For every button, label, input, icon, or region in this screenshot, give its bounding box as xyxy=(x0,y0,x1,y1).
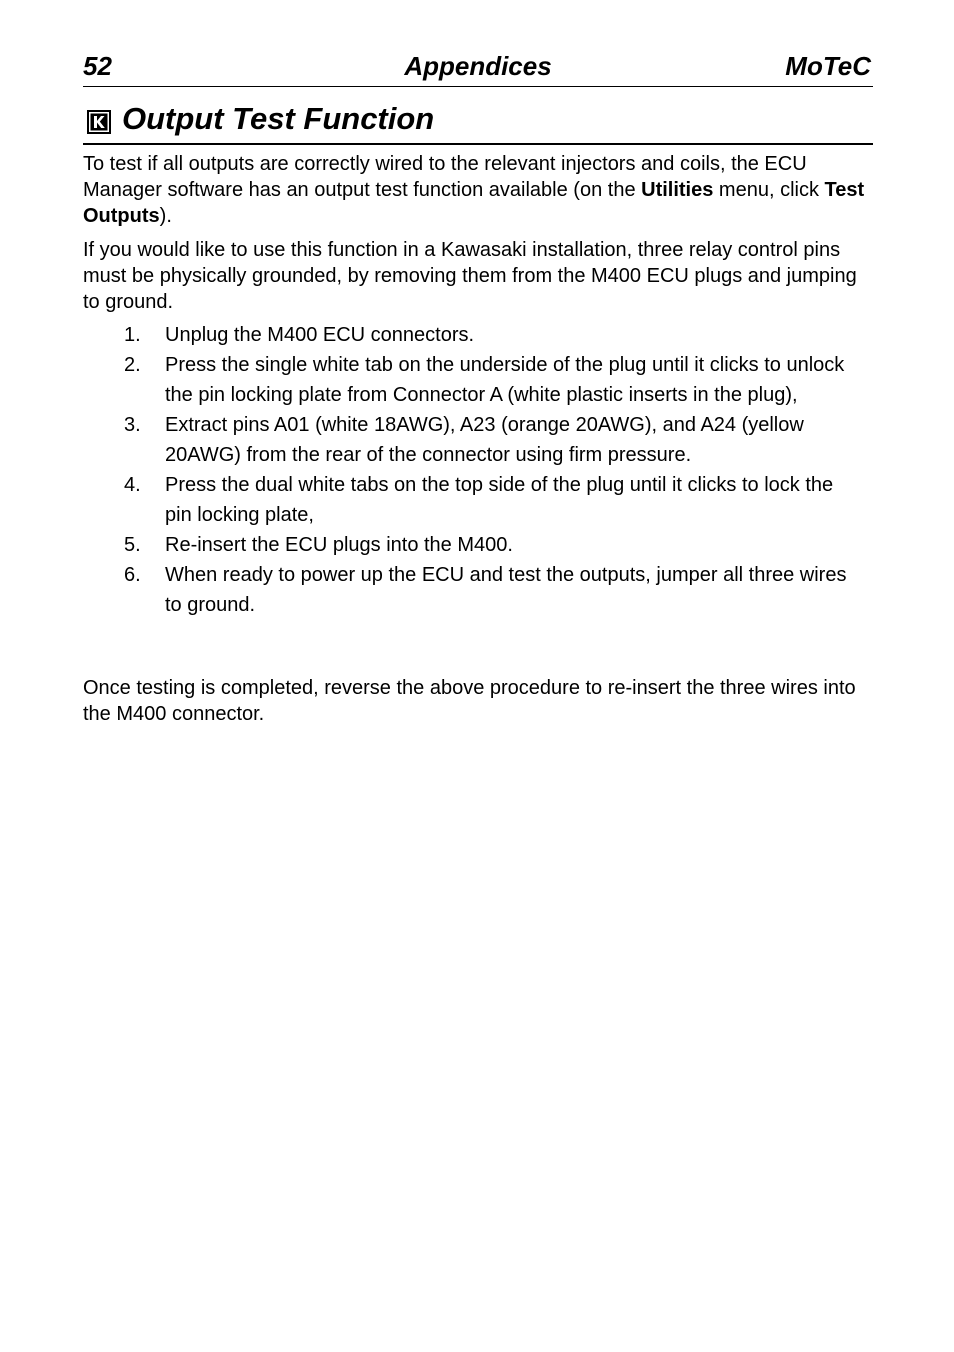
step-number: 6. xyxy=(124,564,141,586)
list-item xyxy=(83,350,873,410)
utilities-menu-ref: Utilities xyxy=(641,179,714,201)
page-header xyxy=(83,50,873,87)
page-title: Output Test Function xyxy=(122,101,435,136)
k-box-icon xyxy=(87,110,111,134)
kawasaki-paragraph: If you would like to use this function in a Kawasaki installation, three relay control pins must be physically grounded, by removing them from the M400 ECU plugs and jumping to ground. xyxy=(83,239,857,313)
closing-paragraph: Once testing is completed, reverse the above procedure to re-insert the three wires into the M400 connector. xyxy=(83,677,856,725)
intro-text-2: menu, click xyxy=(713,179,825,201)
brand-name: MoTeC xyxy=(785,51,871,81)
step-text: Press the dual white tabs on the top side of the plug until it clicks to lock the pin locking plate, xyxy=(165,474,834,526)
step-text: Re-insert the ECU plugs into the M400. xyxy=(165,534,513,556)
list-item xyxy=(83,410,873,470)
intro-text-3: ). xyxy=(159,205,172,227)
list-item xyxy=(83,560,873,620)
page-number: 52 xyxy=(83,51,112,81)
list-item xyxy=(83,530,873,560)
test-outputs-ref: Test Outputs xyxy=(83,179,865,227)
step-text: Extract pins A01 (white 18AWG), A23 (orange 20AWG), and A24 (yellow 20AWG) from the rear of the connector using firm pressure. xyxy=(165,414,804,466)
step-number: 1. xyxy=(124,324,141,346)
procedure-steps xyxy=(83,320,873,620)
step-number: 4. xyxy=(124,474,141,496)
list-item xyxy=(83,470,873,530)
list-item xyxy=(83,320,873,350)
intro-text-1: To test if all outputs are correctly wired to the relevant injectors and coils, the ECU Manager software has an output test function available (on the xyxy=(83,153,807,201)
intro-paragraph xyxy=(83,151,873,229)
step-text: Press the single white tab on the underside of the plug until it clicks to unlock the pin locking plate from Connector A (white plastic inserts in the plug), xyxy=(165,354,845,406)
step-number: 3. xyxy=(124,414,141,436)
section-title-row xyxy=(83,100,873,145)
section-name: Appendices xyxy=(404,51,552,81)
step-number: 5. xyxy=(124,534,141,556)
step-text: When ready to power up the ECU and test the outputs, jumper all three wires to ground. xyxy=(165,564,847,616)
step-text: Unplug the M400 ECU connectors. xyxy=(165,324,475,346)
step-number: 2. xyxy=(124,354,141,376)
